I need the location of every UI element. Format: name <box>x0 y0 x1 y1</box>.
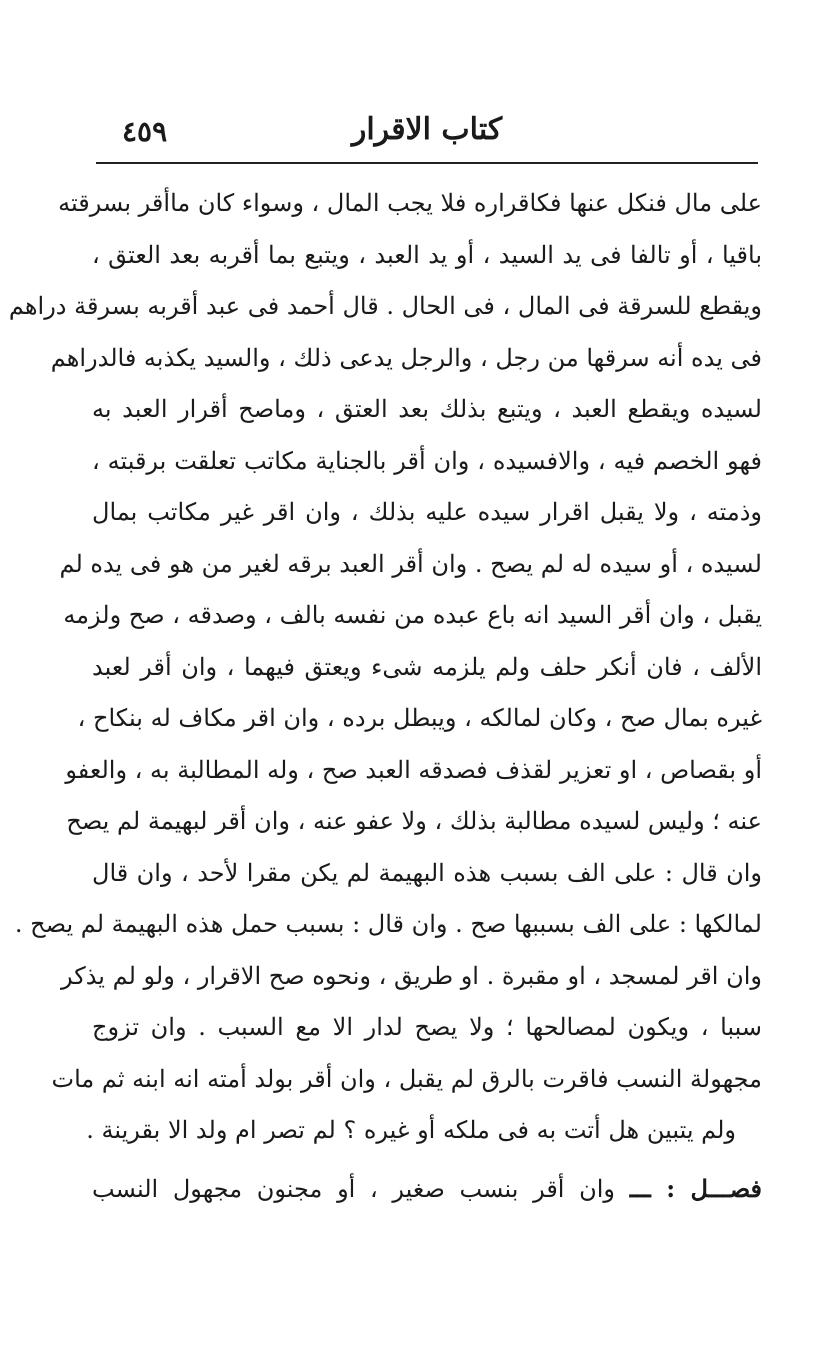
text-line: باقيا ، أو تالفا فى يد السيد ، أو يد العبد ، ويتبع بما أقربه بعد العتق ، <box>92 240 762 269</box>
text-line: مجهولة النسب فاقرت بالرق لم يقبل ، وان أقر بولد أمته انه ابنه ثم مات <box>51 1064 762 1093</box>
text-line: لمالكها : على الف بسببها صح . وان قال : بسبب حمل هذه البهيمة لم يصح . <box>14 910 762 938</box>
text-line: وذمته ، ولا يقبل اقرار سيده عليه بذلك ، وان اقر غير مكاتب بمال <box>92 498 762 526</box>
text-line: لسيده ، أو سيده له لم يصح . وان أقر العبد برقه لغير من هو فى يده لم <box>59 549 762 578</box>
text-line: على مال فنكل عنها فكاقراره فلا يجب المال ، وسواء كان ماأقر بسرقته <box>58 189 762 217</box>
text-line: فهو الخصم فيه ، والافسيده ، وان أقر بالجناية مكاتب تعلقت برقبته ، <box>92 446 762 475</box>
section-label: فصـــل : ـــ <box>629 1173 763 1203</box>
text-line: ويقطع للسرقة فى المال ، فى الحال . قال أحمد فى عبد أقربه بسرقة دراهم <box>8 292 762 320</box>
text-line: وان قال : على الف بسبب هذه البهيمة لم يكن مقرا لأحد ، وان قال <box>92 858 762 887</box>
text-line: غيره بمال صح ، وكان لمالكه ، ويبطل برده ، وان اقر مكاف له بنكاح ، <box>77 704 762 732</box>
section-heading-line <box>92 1163 762 1215</box>
header-rule <box>96 162 758 164</box>
page-header <box>96 106 758 156</box>
body-text <box>8 178 763 1214</box>
paragraph-last-line: ولم يتبين هل أتت به فى ملكه أو غيره ؟ لم تصر ام ولد الا بقرينة . <box>86 1116 736 1144</box>
text-line: يقبل ، وان أقر السيد انه باع عبده من نفسه بالف ، وصدقه ، صح ولزمه <box>63 601 762 629</box>
text-line: الألف ، فان أنكر حلف ولم يلزمه شىء ويعتق فيهما ، وان أقر لعبد <box>92 652 762 681</box>
text-line: أو بقصاص ، او تعزير لقذف فصدقه العبد صح ، وله المطالبة به ، والعفو <box>65 755 762 784</box>
text-line: فى يده أنه سرقها من رجل ، والرجل يدعى ذلك ، والسيد يكذبه فالدراهم <box>50 343 762 372</box>
text-line: عنه ؛ وليس لسيده مطالبة بذلك ، ولا عفو عنه ، وان أقر لبهيمة لم يصح <box>66 807 762 835</box>
text-line: وان اقر لمسجد ، او مقبرة . او طريق ، ونحوه صح الاقرار ، ولو لم يذكر <box>61 961 762 990</box>
page-number: ٤٥٩ <box>122 115 168 148</box>
text-line: لسيده ويقطع العبد ، ويتبع بذلك بعد العتق ، وماصح أقرار العبد به <box>92 395 762 423</box>
section-text: وان أقر بنسب صغير ، أو مجنون مجهول النسب <box>92 1174 616 1203</box>
text-line: سببا ، ويكون لمصالحها ؛ ولا يصح لدار الا مع السبب . وان تزوج <box>92 1013 762 1041</box>
running-title: كتاب الاقرار <box>351 112 503 147</box>
